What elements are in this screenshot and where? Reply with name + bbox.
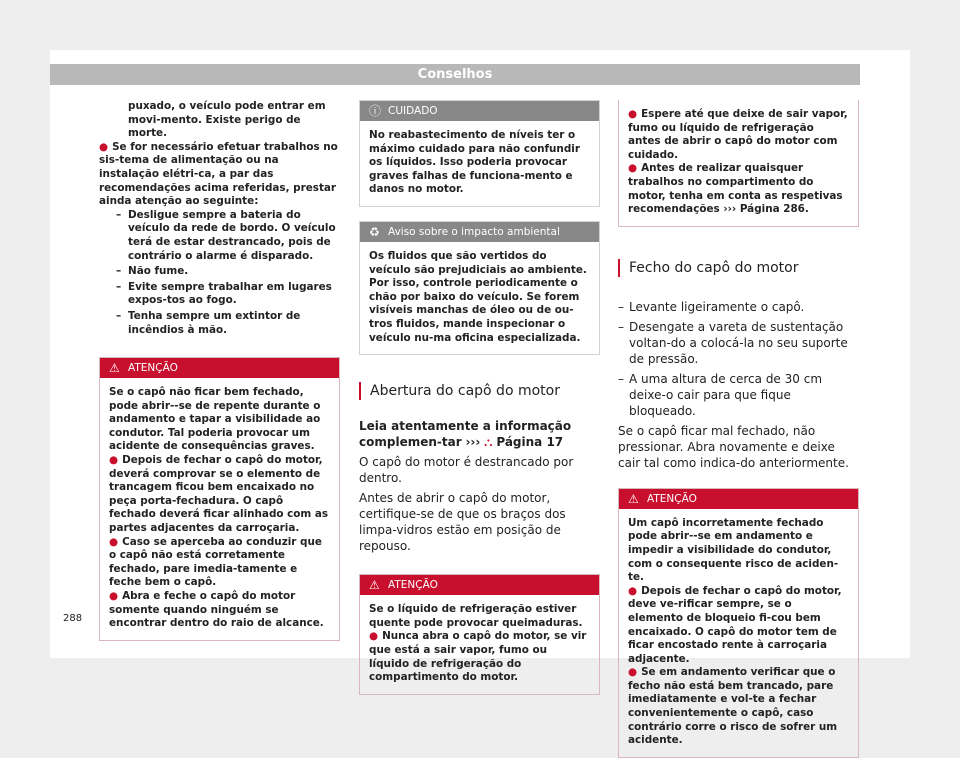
book-icon: ⛬: [484, 435, 493, 450]
list-item: ● Nunca abra o capô do motor, se vir que está a sair vapor, fumo ou líquido de refrigeração do compartimento do motor.: [369, 630, 587, 684]
info-circle-icon: ⓘ: [369, 104, 382, 118]
list-item: ● Espere até que deixe de sair vapor, fumo ou líquido de refrigeração antes de abrir o capô do motor com cuidado.: [628, 108, 848, 161]
warning-box-continued: [618, 100, 859, 227]
list-item: ● Caso se aperceba ao conduzir que o capô não está corretamente fechado, pare imedia-tamente e feche bem o capô.: [109, 535, 322, 589]
warning-box-header: ⚠ ATENÇÃO: [360, 575, 599, 595]
warning-triangle-icon: ⚠: [109, 361, 120, 376]
caution-box: [359, 100, 600, 207]
environment-text: Os fluidos que são vertidos do veículo são prejudiciais ao ambiente. Por isso, controle periodicamente o chão por baixo do veículo. Se forem visíveis manchas de óleo ou de ou-tros fluidos, mande inspecionar o veículo nu-ma oficina especializada.: [369, 249, 587, 344]
warning-box-header: ⚠ ATENÇÃO: [100, 358, 339, 378]
list-item: – Evite sempre trabalhar em lugares expos-tos ao fogo.: [116, 280, 332, 307]
continuation-text: puxado, o veículo pode entrar em movi-mento. Existe perigo de morte.: [128, 100, 326, 140]
section-title: Abertura do capô do motor: [359, 382, 600, 400]
list-item: ● Depois de fechar o capô do motor, deverá comprovar se o elemento de trancagem ficou bem encaixado no peça porta-fechadura. O capô fechado deverá ficar alinhado com as partes adjacentes da carroçaria.: [109, 454, 329, 535]
paragraph: O capô do motor é destrancado por dentro.: [359, 455, 574, 486]
warning-text: Se o capô não ficar bem fechado, pode abrir--se de repente durante o andamento e tapar a visibilidade ao condutor. Tal poderia provocar um acidente de consequências graves.: [109, 386, 321, 453]
caution-box-header: ⓘ CUIDADO: [360, 101, 599, 121]
page-number: 288: [63, 613, 83, 624]
column-1: [99, 100, 340, 641]
bullet-icon: ●: [99, 140, 109, 153]
warning-text: Se o líquido de refrigeração estiver quente pode provocar queimaduras.: [369, 603, 583, 629]
warning-triangle-icon: ⚠: [369, 578, 380, 593]
warning-box: [618, 488, 859, 758]
list-item: ● Abra e feche o capô do motor somente quando ninguém se encontrar dentro do raio de alcance.: [109, 590, 324, 630]
bullet-icon: ●: [109, 590, 119, 602]
list-item: ● Antes de realizar quaisquer trabalhos no compartimento do motor, tenha em conta as respetivas recomendações ››› Página 286.: [628, 162, 843, 216]
environment-box: [359, 221, 600, 355]
column-3: [618, 100, 859, 758]
warning-box: [359, 574, 600, 695]
column-2: [359, 100, 600, 695]
bullet-icon: ●: [628, 584, 638, 597]
list-item: ● Depois de fechar o capô do motor, deve ve-rificar sempre, se o elemento de bloqueio fi-cou bem encaixado. O capô do motor tem de ficar encostado rente à carroçaria adjacente.: [628, 584, 842, 665]
environment-box-header: ♻ Aviso sobre o impacto ambiental: [360, 222, 599, 242]
read-note: Leia atentamente a informação complemen-tar ››› ⛬ Página 17: [359, 419, 572, 450]
section-title: Fecho do capô do motor: [618, 259, 859, 277]
paragraph: Antes de abrir o capô do motor, certifique-se de que os braços dos limpa-vidros estão em posição de repouso.: [359, 491, 566, 554]
list-item: – Desengate a vareta de sustentação voltan-do a colocá-la no seu suporte de pressão.: [618, 319, 848, 366]
caution-text: No reabastecimento de níveis ter o máximo cuidado para não confundir os líquidos. Isso poderia provocar graves falhas de funciona-mento e danos no motor.: [369, 129, 580, 196]
list-item: – Desligue sempre a bateria do veículo da rede de bordo. O veículo terá de estar destrancado, pois de contrário o alarme é disparado.: [116, 208, 336, 262]
page-header: Conselhos: [50, 64, 860, 85]
bullet-icon: ●: [628, 108, 638, 120]
paragraph: Se o capô ficar mal fechado, não pressionar. Abra novamente e deixe cair tal como indica-do anteriormente.: [618, 423, 849, 470]
list-item: – Não fume.: [116, 265, 189, 278]
bullet-icon: ●: [628, 162, 638, 175]
recycle-icon: ♻: [369, 224, 380, 239]
list-item: – Tenha sempre um extintor de incêndios à mão.: [116, 309, 301, 336]
warning-box: [99, 357, 340, 641]
list-item: ● Se em andamento verificar que o fecho não está bem trancado, pare imediatamente e vol-te a fechar convenientemente o capô, caso contrário corre o risco de sofrer um acidente.: [628, 666, 838, 747]
list-item: – A uma altura de cerca de 30 cm deixe-o cair para que fique bloqueado.: [618, 371, 823, 418]
list-item: ● Se for necessário efetuar trabalhos no sis-tema de alimentação ou na instalação elétri-ca, a par das recomendações acima referidas, prestar ainda atenção ao seguinte:: [99, 140, 338, 208]
bullet-icon: ●: [109, 535, 119, 548]
list-item: – Levante ligeiramente o capô.: [618, 299, 805, 314]
page-reference-link[interactable]: Página 286: [739, 203, 805, 216]
steps-list: [618, 299, 859, 419]
warning-box-header: ⚠ ATENÇÃO: [619, 489, 858, 509]
bullet-icon: ●: [628, 666, 638, 679]
page-reference-link[interactable]: Página 17: [496, 435, 564, 450]
warning-text: Um capô incorretamente fechado pode abrir--se em andamento e impedir a visibilidade do condutor, com o consequente risco de aciden-te.: [628, 516, 839, 584]
bullet-icon: ●: [369, 630, 379, 643]
bullet-icon: ●: [109, 454, 119, 467]
warning-triangle-icon: ⚠: [628, 491, 639, 506]
